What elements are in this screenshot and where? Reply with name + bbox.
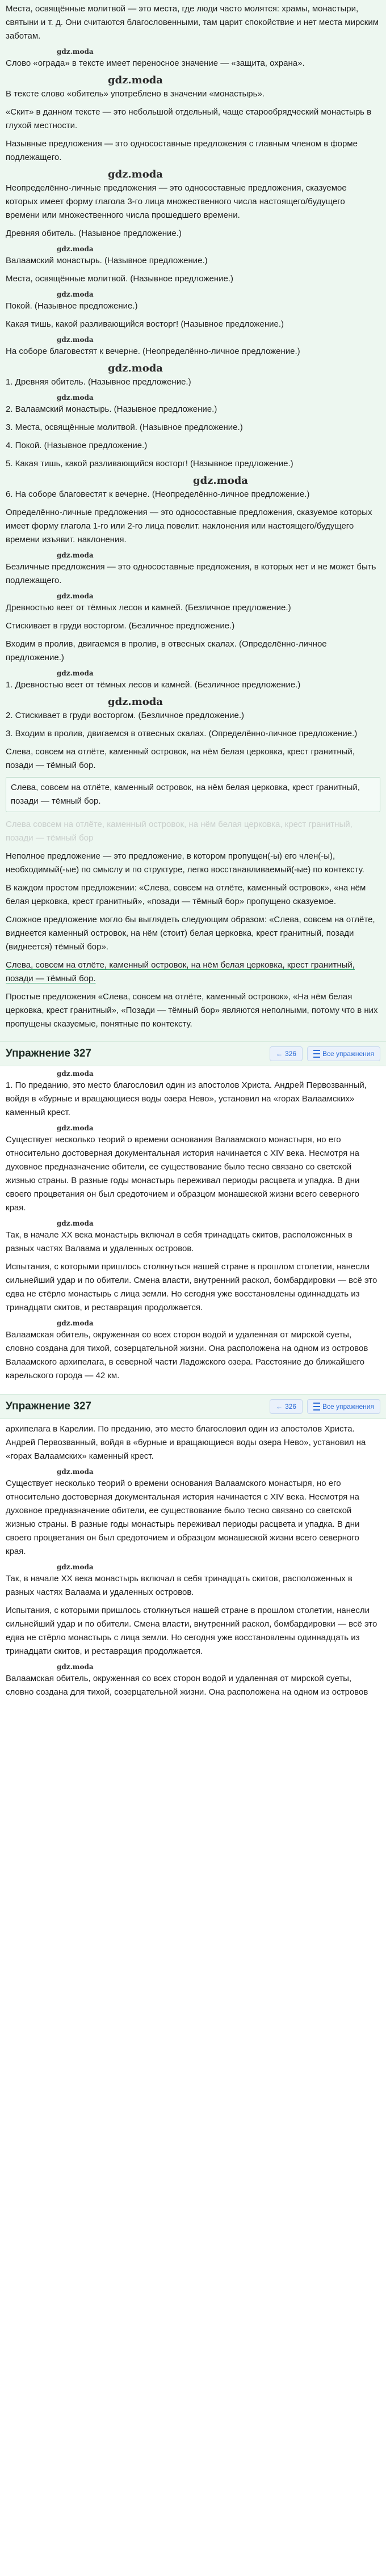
watermark: gdz.moda (108, 362, 163, 374)
list-icon (313, 1403, 320, 1411)
example-sentence: Входим в пролив, двигаемся в пролив, в отвесных скалах. (Определённо-личное предложение.) (6, 639, 327, 662)
exercise-title: Упражнение 327 (6, 1400, 91, 1412)
definition-opredelenno-lichnye: Определённо-личные предложения — это односоставные предложения, сказуемое которых имеет форму глагола 1-го или 2-го лица повелит. наклонения или настоящего/будущего времени изъявит. наклонения. (6, 508, 372, 544)
watermark: gdz.moda (57, 1468, 94, 1476)
prev-exercise-button[interactable] (270, 1046, 303, 1061)
watermark: gdz.moda (57, 592, 94, 600)
text-paragraph: Места, освящённые молитвой — это места, где люди часто молятся: храмы, монастыри, святыни и т. д. Они считаются благословенными, там царит спокойствие и нет места мирским заботам. (6, 4, 379, 41)
prev-exercise-label: 326 (284, 1050, 296, 1058)
all-exercises-button[interactable] (307, 1399, 380, 1414)
definition-nepolnye: Неполное предложение — это предложение, в котором пропущен(-ы) его член(-ы), необходимый(-ые) по смыслу и по структуре, легко восстанавливаемый(-ые) по контексту. (6, 851, 364, 875)
numbered-example: 5. Какая тишь, какой разливающийся восторг! (Назывное предложение.) (6, 459, 293, 468)
text-paragraph: Так, в начале XX века монастырь включал в себя тринадцать скитов, расположенных в разных частях Валаама и удаленных островов. (6, 1230, 353, 1253)
exercise-header (0, 1041, 386, 1066)
example-sentence: Древностью веет от тёмных лесов и камней. (Безличное предложение.) (6, 603, 291, 613)
example-sentence: Покой. (Назывное предложение.) (6, 301, 138, 311)
text-paragraph: Испытания, с которыми пришлось столкнуться нашей стране в прошлом столетии, нанесли сильнейший удар и по обители. Смена власти, внутренний раскол, бомбардировки — всё это едва не стёрло монастырь с лица земли. Но сегодня уже восстановлены одиннадцать из тринадцати скитов, и реставрация продолжается. (6, 1606, 377, 1656)
all-exercises-button[interactable] (307, 1046, 380, 1061)
text-paragraph: 1. По преданию, это место благословил один из апостолов Христа. Андрей Первозванный, войдя в «бурные и вращающиеся воды озера Нево», установил на «горах Валаамских» каменный крест. (6, 1080, 367, 1117)
watermark: gdz.moda (57, 394, 94, 402)
watermark: gdz.moda (57, 245, 94, 253)
watermark: gdz.moda (108, 74, 163, 86)
watermark: gdz.moda (57, 1563, 94, 1571)
all-exercises-label: Все упражнения (322, 1403, 374, 1411)
example-sentence: Древняя обитель. (Назывное предложение.) (6, 229, 182, 238)
example-sentence: Какая тишь, какой разливающийся восторг! (Назывное предложение.) (6, 319, 284, 329)
answer-section-2 (0, 1066, 386, 1394)
numbered-example: 2. Стискивает в груди восторгом. (Безличное предложение.) (6, 711, 244, 720)
text-paragraph: Существует несколько теорий о времени основания Валаамского монастыря, но его относительно достоверная документальная история начинается с XIV века. Несмотря на духовное предназначение обители, ее существование было тесно связано со светской жизнью страны. В разные годы монастырь переживал периоды расцвета и упадка. В дни своего процветания он был средоточием и образцом монашеской жизни всего северного края. (6, 1135, 360, 1213)
exercise-nav (270, 1046, 380, 1061)
answer-section-1 (0, 0, 386, 1041)
watermark: gdz.moda (57, 1319, 94, 1327)
text-paragraph: Существует несколько теорий о времени основания Валаамского монастыря, но его относительно достоверная документальная история начинается с XIV века. Несмотря на духовное предназначение обители, ее существование было тесно связано со светской жизнью страны. В разные годы монастырь переживал периоды расцвета и упадка. В дни своего процветания он был средоточием и образцом монашеской жизни всего северного края. (6, 1479, 360, 1556)
example-sentence: Валаамский монастырь. (Назывное предложение.) (6, 256, 208, 265)
text-paragraph: Так, в начале XX века монастырь включал в себя тринадцать скитов, расположенных в разных частях Валаама и удаленных островов. (6, 1574, 353, 1597)
text-paragraph: Валаамская обитель, окруженная со всех сторон водой и удаленная от мирской суеты, словно создана для тихой, созерцательной жизни. Она расположена на одном из островов Валаамского архипелага, в северной части Ладожского озера. Расстояние до ближайшего карельского города — 42 км. (6, 1330, 368, 1380)
numbered-example: 4. Покой. (Назывное предложение.) (6, 441, 148, 450)
watermark: gdz.moda (57, 48, 94, 56)
arrow-left-icon: ← (275, 1403, 283, 1411)
underlined-sentence: Слева, совсем на отлёте, каменный островок, на нём белая церковка, крест гранитный, позади — тёмный бор. (6, 960, 355, 983)
watermark: gdz.moda (57, 290, 94, 298)
text-paragraph: Испытания, с которыми пришлось столкнуться нашей стране в прошлом столетии, нанесли сильнейший удар и по обители. Смена власти, внутренний раскол, бомбардировки — всё это едва не стёрло монастырь с лица земли. Но сегодня уже восстановлены одиннадцать из тринадцати скитов, и реставрация продолжается. (6, 1262, 377, 1312)
text-paragraph: В тексте слово «обитель» употреблено в значении «монастырь». (6, 89, 265, 99)
watermark: gdz.moda (193, 475, 248, 487)
watermark: gdz.moda (57, 669, 94, 677)
definition-nazyvnye: Назывные предложения — это односоставные предложения с главным членом в форме подлежащего. (6, 139, 358, 162)
watermark: gdz.moda (57, 1124, 94, 1132)
watermark: gdz.moda (108, 696, 163, 708)
answer-section-3 (0, 1419, 386, 1711)
text-paragraph: архипелага в Карелии. По преданию, это место благословил один из апостолов Христа. Андрей Первозванный, войдя в «бурные и вращающиеся воды озера Нево», установил на «горах Валаамских» каменный крест. (6, 1424, 366, 1461)
prev-exercise-button[interactable] (270, 1399, 303, 1414)
exercise-nav (270, 1399, 380, 1414)
watermark: gdz.moda (57, 551, 94, 559)
numbered-example: 3. Места, освящённые молитвой. (Назывное предложение.) (6, 423, 243, 432)
text-paragraph: «Скит» в данном тексте — это небольшой отдельный, чаще старообрядческий монастырь в глухой местности. (6, 107, 372, 130)
watermark: gdz.moda (57, 1219, 94, 1227)
arrow-left-icon: ← (275, 1050, 283, 1058)
example-sentence: Места, освящённые молитвой. (Назывное предложение.) (6, 274, 234, 284)
definition-bezlichnye: Безличные предложения — это односоставные предложения, в которых нет и не может быть подлежащего. (6, 562, 376, 585)
prev-exercise-label: 326 (284, 1403, 296, 1411)
faded-sentence: Слева совсем на отлёте, каменный островок, на нём белая церковка, крест гранитный, позади — тёмный бор (6, 820, 353, 843)
text-paragraph: Слово «ограда» в тексте имеет переносное значение — «защита, охрана». (6, 58, 305, 68)
watermark: gdz.moda (57, 1663, 94, 1671)
text-paragraph: Слева, совсем на отлёте, каменный островок, на нём белая церковка, крест гранитный, позади — тёмный бор. (6, 747, 355, 770)
text-paragraph: В каждом простом предложении: «Слева, совсем на отлёте, каменный островок», «на нём белая церковка, крест гранитный», «позади — тёмный бор» пропущено сказуемое. (6, 883, 366, 906)
watermark: gdz.moda (108, 168, 163, 180)
text-paragraph: Валаамская обитель, окруженная со всех сторон водой и удаленная от мирской суеты, словно создана для тихой, созерцательной жизни. Она расположена на одном из островов (6, 1674, 368, 1697)
all-exercises-label: Все упражнения (322, 1050, 374, 1058)
example-sentence: Стискивает в груди восторгом. (Безличное предложение.) (6, 621, 235, 631)
numbered-example: 3. Входим в пролив, двигаемся в отвесных скалах. (Определённо-личное предложение.) (6, 729, 358, 738)
highlighted-sentence: Слева, совсем на отлёте, каменный островок, на нём белая церковка, крест гранитный, позади — тёмный бор. (6, 777, 380, 812)
numbered-example: 2. Валаамский монастырь. (Назывное предложение.) (6, 404, 217, 414)
definition-neopredelenno-lichnye: Неопределённо-личные предложения — это односоставные предложения, сказуемое которых имеет форму глагола 3-го лица множественного числа настоящего/будущего времени или множественного числа прошедшего времени. (6, 183, 347, 220)
numbered-example: 1. Древняя обитель. (Назывное предложение.) (6, 377, 191, 387)
watermark: gdz.moda (57, 1070, 94, 1078)
exercise-header (0, 1394, 386, 1419)
example-sentence: На соборе благовестят к вечерне. (Неопределённо-личное предложение.) (6, 347, 300, 356)
exercise-title: Упражнение 327 (6, 1048, 91, 1059)
text-paragraph: Сложное предложение могло бы выглядеть следующим образом: «Слева, совсем на отлёте, виднеется каменный островок, на нём (стоит) белая церковка, крест гранитный, позади (виднеется) тёмный бор». (6, 915, 375, 952)
numbered-example: 1. Древностью веет от тёмных лесов и камней. (Безличное предложение.) (6, 680, 301, 690)
text-paragraph: Простые предложения «Слева, совсем на отлёте, каменный островок», «На нём белая церковка, крест гранитный», «Позади — тёмный бор» являются неполными, потому что в них пропущены сказуемые, понятные по контексту. (6, 992, 378, 1029)
numbered-example: 6. На соборе благовестят к вечерне. (Неопределённо-личное предложение.) (6, 489, 310, 499)
watermark: gdz.moda (57, 336, 94, 344)
list-icon (313, 1050, 320, 1058)
